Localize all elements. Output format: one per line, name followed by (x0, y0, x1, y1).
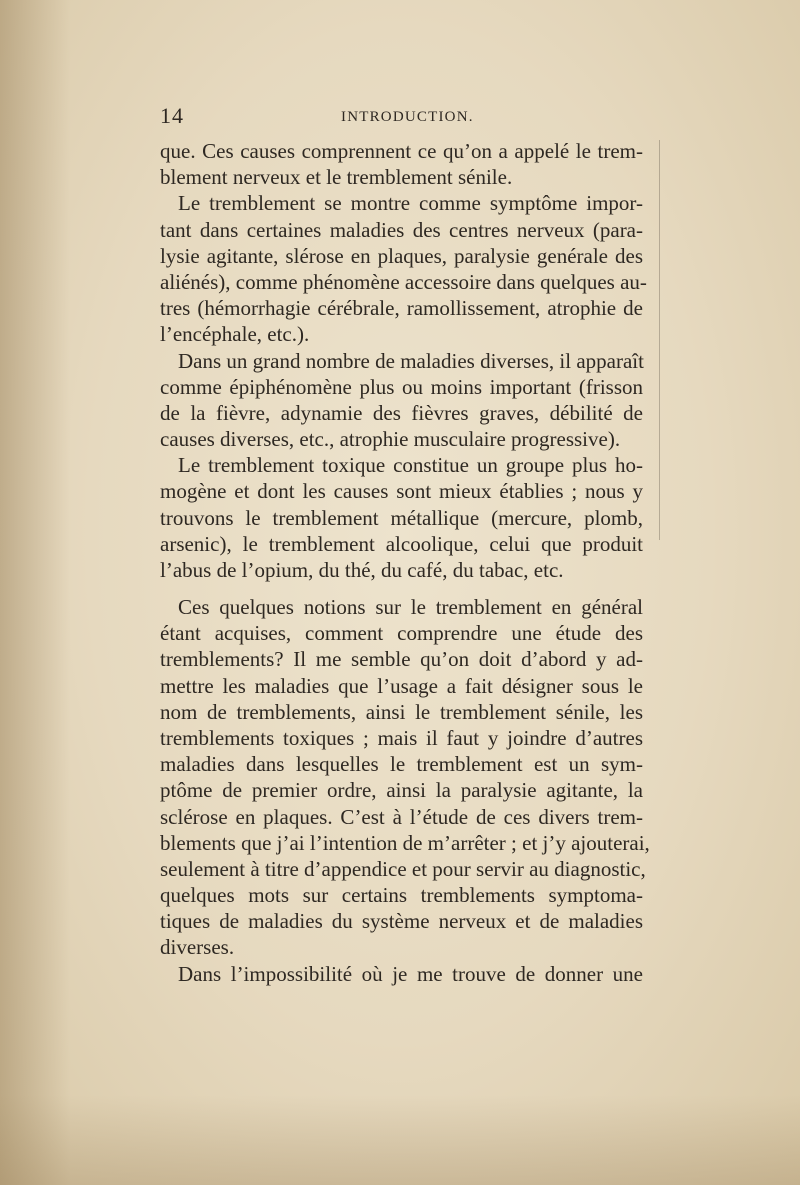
margin-pencil-mark (651, 140, 660, 540)
text-line: Le tremblement se montre comme symptôme impor- (178, 191, 643, 216)
text-line: l’abus de l’opium, du thé, du café, du tabac, etc. (160, 558, 564, 582)
text-line: l’encéphale, etc.). (160, 322, 310, 347)
text-line: nom de tremblements, ainsi le tremblement sénile, les (160, 699, 643, 724)
text-line: tiques de maladies du système nerveux et de maladies (160, 909, 643, 934)
text-line: tremblements? Il me semble qu’on doit d’abord y ad- (160, 647, 643, 672)
body-text-top (160, 138, 647, 583)
body-text-bottom (160, 594, 650, 987)
running-title: INTRODUCTION. (341, 109, 474, 125)
text-line: étant acquises, comment comprendre une étude des (160, 621, 643, 646)
text-line: seulement à titre d’appendice et pour servir au diagnostic, (160, 856, 646, 881)
page-edge-shadow (0, 0, 70, 1185)
text-line: trouvons le tremblement métallique (mercure, plomb, (160, 505, 643, 530)
text-line: mogène et dont les causes sont mieux établies ; nous y (160, 479, 643, 504)
text-line: diverses. (160, 935, 235, 960)
page-number: 14 (160, 103, 184, 128)
text-line: arsenic), le tremblement alcoolique, celui que produit (160, 531, 643, 556)
text-line: comme épiphénomène plus ou moins important (frisson (160, 374, 643, 399)
text-line: Le tremblement toxique constitue un groupe plus ho- (178, 453, 643, 478)
text-line: aliénés), comme phénomène accessoire dans quelques au- (160, 269, 647, 294)
page-header (160, 103, 645, 133)
text-line: Dans un grand nombre de maladies diverses, il apparaît (178, 348, 644, 373)
text-line: blements que j’ai l’intention de m’arrêter ; et j’y ajouterai, (160, 830, 650, 855)
text-line: tres (hémorrhagie cérébrale, ramollissement, atrophie de (160, 296, 643, 321)
text-line: tremblements toxiques ; mais il faut y joindre d’autres (160, 725, 643, 750)
text-line: ptôme de premier ordre, ainsi la paralysie agitante, la (160, 778, 643, 803)
text-line: Ces quelques notions sur le tremblement en général (178, 595, 643, 619)
text-line: tant dans certaines maladies des centres nerveux (para- (160, 217, 643, 242)
text-line: Dans l’impossibilité où je me trouve de donner une (178, 961, 643, 986)
page-bottom-shadow (0, 1095, 800, 1185)
text-line: de la fièvre, adynamie des fièvres graves, débilité de (160, 400, 643, 425)
text-line: que. Ces causes comprennent ce qu’on a appelé le trem- (160, 139, 643, 163)
text-line: lysie agitante, slérose en plaques, paralysie genérale des (160, 243, 643, 268)
text-line: quelques mots sur certains tremblements symptoma- (160, 883, 643, 908)
text-line: sclérose en plaques. C’est à l’étude de ces divers trem- (160, 804, 643, 829)
text-line: maladies dans lesquelles le tremblement est un sym- (160, 752, 643, 777)
text-line: blement nerveux et le tremblement sénile. (160, 165, 513, 190)
text-line: causes diverses, etc., atrophie musculaire progressive). (160, 427, 621, 452)
text-line: mettre les maladies que l’usage a fait désigner sous le (160, 673, 643, 698)
